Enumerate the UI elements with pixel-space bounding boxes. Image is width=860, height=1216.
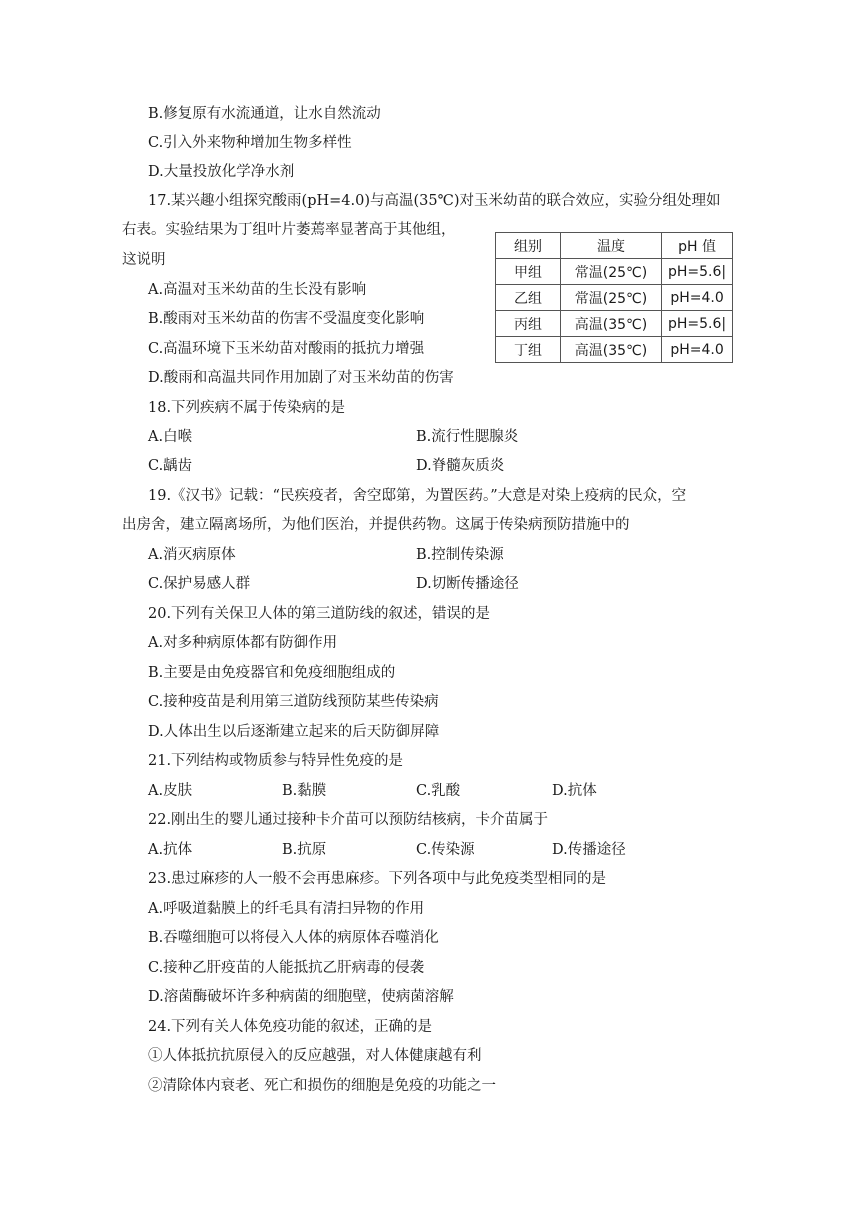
question-21-option-b: B.黏膜: [282, 783, 327, 799]
table-header: 温度: [561, 233, 662, 259]
table-cell: 丙组: [496, 311, 561, 337]
table-cell: 甲组: [496, 259, 561, 285]
question-23-option-a: A.呼吸道黏膜上的纤毛具有清扫异物的作用: [148, 901, 425, 917]
table-cell: 常温(25℃): [561, 285, 662, 311]
question-22-option-b: B.抗原: [282, 842, 327, 858]
question-17-option-a: A.高温对玉米幼苗的生长没有影响: [148, 282, 367, 298]
question-20-option-c: C.接种疫苗是利用第三道防线预防某些传染病: [148, 694, 439, 710]
option-line: B.修复原有水流通道，让水自然流动: [148, 106, 381, 122]
question-19-option-a: A.消灭病原体: [148, 547, 236, 563]
option-line: C.引入外来物种增加生物多样性: [148, 135, 352, 151]
question-18-option-c: C.龋齿: [148, 458, 193, 474]
question-19-stem: 19.《汉书》记载：“民疾疫者，舍空邸第，为置医药。”大意是对染上疫病的民众，空: [148, 488, 687, 504]
question-20-option-d: D.人体出生以后逐渐建立起来的后天防御屏障: [148, 724, 440, 740]
question-21-option-c: C.乳酸: [416, 783, 461, 799]
table-cell: pH=4.0: [662, 285, 733, 311]
table-cell: 常温(25℃): [561, 259, 662, 285]
table-cell: pH=5.6|: [662, 259, 733, 285]
table-row: [496, 285, 733, 311]
question-18-option-b: B.流行性腮腺炎: [416, 429, 519, 445]
question-20-option-b: B.主要是由免疫器官和免疫细胞组成的: [148, 665, 396, 681]
question-21-option-d: D.抗体: [552, 783, 597, 799]
question-24-stem: 24.下列有关人体免疫功能的叙述，正确的是: [148, 1019, 433, 1035]
question-23-option-c: C.接种乙肝疫苗的人能抵抗乙肝病毒的侵袭: [148, 960, 425, 976]
question-17-stem-cont: 这说明: [122, 252, 166, 268]
question-18-option-a: A.白喉: [148, 429, 193, 445]
question-17-option-b: B.酸雨对玉米幼苗的伤害不受温度变化影响: [148, 311, 425, 327]
question-19-option-b: B.控制传染源: [416, 547, 504, 563]
question-17-stem: 17.某兴趣小组探究酸雨(pH=4.0)与高温(35℃)对玉米幼苗的联合效应，实验分组处理如: [148, 193, 721, 209]
question-20-stem: 20.下列有关保卫人体的第三道防线的叙述，错误的是: [148, 606, 491, 622]
table-row: [496, 311, 733, 337]
table-cell: 乙组: [496, 285, 561, 311]
table-row: [496, 337, 733, 363]
table-header-row: [496, 233, 733, 259]
question-17-option-d: D.酸雨和高温共同作用加剧了对玉米幼苗的伤害: [148, 370, 454, 386]
table-header: 组别: [496, 233, 561, 259]
question-23-stem: 23.患过麻疹的人一般不会再患麻疹。下列各项中与此免疫类型相同的是: [148, 871, 607, 887]
table-row: [496, 259, 733, 285]
question-22-option-c: C.传染源: [416, 842, 475, 858]
table-cell: 高温(35℃): [561, 337, 662, 363]
table-cell: pH=5.6|: [662, 311, 733, 337]
question-20-option-a: A.对多种病原体都有防御作用: [148, 635, 338, 651]
question-21-stem: 21.下列结构或物质参与特异性免疫的是: [148, 753, 404, 769]
table-cell: 高温(35℃): [561, 311, 662, 337]
question-22-option-a: A.抗体: [148, 842, 193, 858]
table-header: pH 值: [662, 233, 733, 259]
table-cell: 丁组: [496, 337, 561, 363]
question-18-stem: 18.下列疾病不属于传染病的是: [148, 400, 346, 416]
question-19-option-c: C.保护易感人群: [148, 576, 251, 592]
table-cell: pH=4.0: [662, 337, 733, 363]
option-line: D.大量投放化学净水剂: [148, 164, 295, 180]
question-22-option-d: D.传播途径: [552, 842, 626, 858]
question-23-option-b: B.吞噬细胞可以将侵入人体的病原体吞噬消化: [148, 930, 439, 946]
question-22-stem: 22.刚出生的婴儿通过接种卡介苗可以预防结核病，卡介苗属于: [148, 812, 549, 828]
question-17-option-c: C.高温环境下玉米幼苗对酸雨的抵抗力增强: [148, 341, 425, 357]
question-24-item-2: ②清除体内衰老、死亡和损伤的细胞是免疫的功能之一: [148, 1078, 496, 1094]
question-24-item-1: ①人体抵抗抗原侵入的反应越强，对人体健康越有利: [148, 1048, 482, 1064]
question-19-stem-cont: 出房舍，建立隔离场所，为他们医治，并提供药物。这属于传染病预防措施中的: [122, 517, 630, 533]
experiment-table: [495, 232, 733, 363]
question-17-stem-cont: 右表。实验结果为丁组叶片萎蔫率显著高于其他组，: [122, 222, 456, 238]
question-18-option-d: D.脊髓灰质炎: [416, 458, 505, 474]
question-23-option-d: D.溶菌酶破坏许多种病菌的细胞壁，使病菌溶解: [148, 989, 454, 1005]
question-19-option-d: D.切断传播途径: [416, 576, 519, 592]
question-21-option-a: A.皮肤: [148, 783, 193, 799]
